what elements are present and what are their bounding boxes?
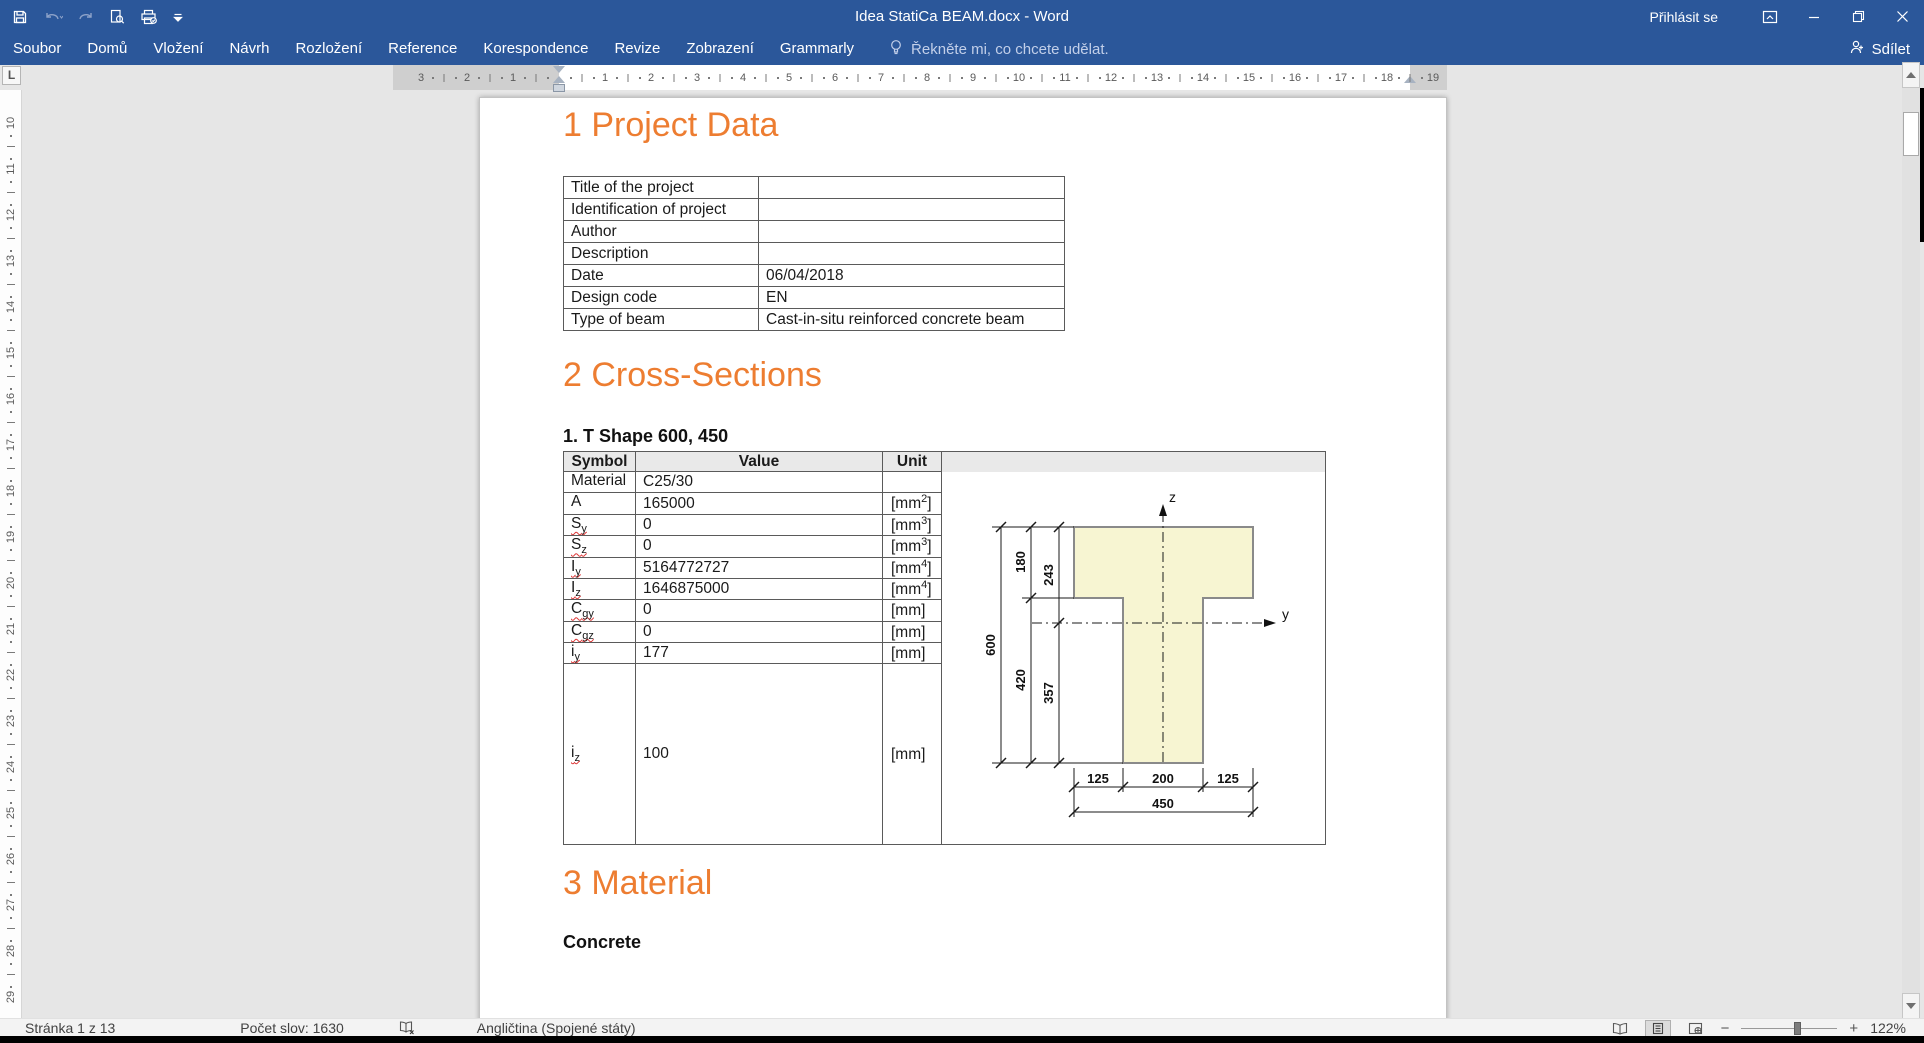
ruler-tick bbox=[1421, 77, 1423, 79]
sign-in-link[interactable]: Přihlásit se bbox=[1649, 8, 1718, 25]
zoom-in-button[interactable]: + bbox=[1849, 1019, 1859, 1037]
cross-section-table bbox=[563, 451, 1326, 845]
tab-reference[interactable]: Reference bbox=[388, 40, 458, 57]
ruler-tick bbox=[812, 74, 813, 82]
unit-cell: $[mm^2]$ bbox=[883, 493, 942, 514]
ruler-tick bbox=[524, 77, 526, 79]
tab-zobrazeni[interactable]: Zobrazení bbox=[686, 40, 754, 57]
word-count-status[interactable]: Počet slov: 1630 bbox=[240, 1019, 344, 1036]
window-title: Idea StatiCa BEAM.docx - Word bbox=[855, 8, 1069, 25]
ruler-tick bbox=[1134, 74, 1135, 82]
dim-450: 450 bbox=[1152, 795, 1174, 811]
unit-cell: [mm] bbox=[883, 664, 942, 844]
cross-section-title: 1. T Shape 600, 450 bbox=[563, 426, 729, 446]
ruler-tick bbox=[961, 77, 963, 79]
ruler-tick bbox=[1214, 77, 1216, 79]
ruler-tick bbox=[10, 457, 12, 459]
ruler-tick bbox=[823, 77, 825, 79]
dim-125-left: 125 bbox=[1087, 770, 1109, 786]
ruler-tick bbox=[10, 273, 12, 275]
ruler-tick bbox=[7, 146, 15, 147]
ruler-tick bbox=[7, 376, 15, 377]
value-cell: 0 bbox=[636, 536, 883, 557]
table-row bbox=[564, 243, 1065, 265]
table-row bbox=[564, 472, 1326, 493]
ruler-tick bbox=[869, 77, 871, 79]
ruler-tick bbox=[570, 77, 572, 79]
ruler-tick bbox=[10, 641, 12, 643]
ruler-tick bbox=[10, 917, 12, 919]
vertical-ruler[interactable] bbox=[0, 90, 22, 1019]
ruler-tick: 25 bbox=[5, 806, 17, 820]
ruler-tick bbox=[7, 606, 15, 607]
ruler-tick bbox=[1364, 74, 1365, 82]
ruler-tick bbox=[10, 365, 12, 367]
zoom-level[interactable]: 122% bbox=[1870, 1020, 1906, 1036]
ruler-tick bbox=[662, 77, 664, 79]
ruler-tick bbox=[1226, 74, 1227, 82]
row-value: EN bbox=[759, 287, 1065, 309]
read-mode-button[interactable] bbox=[1607, 1020, 1633, 1037]
ruler-tick: 14 bbox=[1196, 71, 1210, 84]
ruler-tick bbox=[10, 411, 12, 413]
ruler-tick bbox=[7, 192, 15, 193]
ruler-tick bbox=[7, 836, 15, 837]
tab-stop-selector[interactable]: L bbox=[2, 66, 21, 85]
ruler-tick: 24 bbox=[5, 760, 17, 774]
ruler-tick bbox=[7, 422, 15, 423]
ruler-tick bbox=[754, 77, 756, 79]
ruler-tick bbox=[7, 974, 15, 975]
symbol-cell: $I_z$ bbox=[564, 578, 636, 599]
ruler-tick bbox=[1122, 77, 1124, 79]
unit-cell: $[mm^4]$ bbox=[883, 557, 942, 578]
row-value bbox=[759, 199, 1065, 221]
zoom-slider-thumb[interactable] bbox=[1794, 1022, 1801, 1035]
scroll-down-button[interactable] bbox=[1902, 993, 1920, 1019]
unit-cell: $[mm^3]$ bbox=[883, 536, 942, 557]
up-arrow-icon bbox=[1906, 72, 1916, 78]
symbol-cell: A bbox=[564, 493, 636, 514]
tab-domu[interactable]: Domů bbox=[87, 40, 128, 57]
ruler-tick bbox=[1398, 77, 1400, 79]
tab-navrh[interactable]: Návrh bbox=[229, 40, 270, 57]
ruler-tick bbox=[10, 503, 12, 505]
ruler-tick: 9 bbox=[969, 71, 977, 84]
table-row bbox=[564, 265, 1065, 287]
ruler-tick bbox=[10, 227, 12, 229]
ruler-tick bbox=[1410, 74, 1411, 82]
value-cell: 177 bbox=[636, 643, 883, 664]
col-unit: Unit bbox=[883, 452, 942, 472]
ruler-tick bbox=[1272, 74, 1273, 82]
ruler-tick bbox=[10, 549, 12, 551]
row-label: Design code bbox=[564, 287, 759, 309]
ruler-tick bbox=[7, 652, 15, 653]
ruler-tick: 1 bbox=[509, 71, 517, 84]
value-cell: 165000 bbox=[636, 493, 883, 514]
screen-edge-artifact bbox=[1920, 88, 1924, 242]
ruler-tick bbox=[915, 77, 917, 79]
ruler-tick bbox=[766, 74, 767, 82]
ruler-tick bbox=[1375, 77, 1377, 79]
dim-243: 243 bbox=[1041, 563, 1056, 586]
ruler-tick bbox=[950, 74, 951, 82]
tab-korespondence[interactable]: Korespondence bbox=[483, 40, 589, 57]
ruler-tick: 19 bbox=[5, 530, 17, 544]
ruler-tick: 16 bbox=[1288, 71, 1302, 84]
ruler-tick bbox=[731, 77, 733, 79]
ruler-tick: 2 bbox=[647, 71, 655, 84]
title-bar bbox=[0, 0, 1924, 33]
ruler-tick bbox=[593, 77, 595, 79]
ruler-tick bbox=[1168, 77, 1170, 79]
ruler-tick: 27 bbox=[5, 898, 17, 912]
value-cell: 100 bbox=[636, 664, 883, 844]
dim-357: 357 bbox=[1041, 681, 1056, 704]
scroll-up-button[interactable] bbox=[1902, 62, 1920, 88]
dim-200: 200 bbox=[1152, 770, 1174, 786]
symbol-cell: $S_y$ bbox=[564, 514, 636, 535]
ruler-tick bbox=[432, 77, 434, 79]
ruler-tick: 12 bbox=[1104, 71, 1118, 84]
ruler-tick: 14 bbox=[5, 300, 17, 314]
ruler-tick bbox=[616, 77, 618, 79]
ruler-tick bbox=[7, 560, 15, 561]
table-row bbox=[564, 309, 1065, 331]
ruler-tick bbox=[1076, 77, 1078, 79]
row-label: Identification of project bbox=[564, 199, 759, 221]
ruler-tick: 29 bbox=[5, 990, 17, 1004]
row-label: Type of beam bbox=[564, 309, 759, 331]
person-plus-icon bbox=[1849, 39, 1865, 59]
unit-cell: [mm] bbox=[883, 643, 942, 664]
table-row bbox=[564, 177, 1065, 199]
ruler-tick bbox=[7, 882, 15, 883]
ruler-tick: 16 bbox=[5, 392, 17, 406]
ruler-tick bbox=[1145, 77, 1147, 79]
symbol-cell: $S_z$ bbox=[564, 536, 636, 557]
ruler-tick bbox=[628, 74, 629, 82]
quick-print-icon[interactable] bbox=[140, 9, 158, 25]
ruler-tick bbox=[501, 77, 503, 79]
ruler-tick: 5 bbox=[785, 71, 793, 84]
redo-icon[interactable] bbox=[78, 9, 94, 25]
ribbon-display-options-icon[interactable] bbox=[1748, 0, 1792, 33]
ruler-tick: 4 bbox=[739, 71, 747, 84]
hanging-indent-marker[interactable] bbox=[553, 76, 565, 83]
ruler-tick: 22 bbox=[5, 668, 17, 682]
ruler-tick bbox=[7, 514, 15, 515]
print-preview-icon[interactable] bbox=[109, 9, 125, 25]
tab-soubor[interactable]: Soubor bbox=[13, 40, 62, 57]
ruler-tick bbox=[10, 825, 12, 827]
ruler-tick bbox=[1007, 77, 1009, 79]
ruler-tick bbox=[10, 135, 12, 137]
ruler-tick: 10 bbox=[1012, 71, 1026, 84]
horizontal-ruler[interactable] bbox=[393, 65, 1447, 90]
t-shape-diagram bbox=[942, 472, 1326, 839]
left-indent-marker[interactable] bbox=[553, 84, 565, 92]
axis-z-label: z bbox=[1169, 488, 1176, 505]
ruler-tick bbox=[1306, 77, 1308, 79]
minimize-button[interactable] bbox=[1792, 0, 1836, 33]
restore-button[interactable] bbox=[1836, 0, 1880, 33]
ruler-tick bbox=[7, 468, 15, 469]
ruler-tick bbox=[10, 687, 12, 689]
heading-material: 3 Material bbox=[563, 864, 713, 902]
unit-cell: [mm] bbox=[883, 621, 942, 642]
ruler-tick bbox=[7, 330, 15, 331]
row-value: 06/04/2018 bbox=[759, 265, 1065, 287]
axis-y-label: y bbox=[1282, 605, 1289, 622]
ruler-tick bbox=[1030, 77, 1032, 79]
ribbon-tab-bar bbox=[0, 33, 1924, 65]
ruler-tick: 11 bbox=[5, 163, 17, 175]
value-cell: 0 bbox=[636, 600, 883, 621]
ruler-tick bbox=[10, 319, 12, 321]
ruler-tick: 28 bbox=[5, 944, 17, 958]
zoom-out-button[interactable]: − bbox=[1720, 1019, 1730, 1037]
ruler-tick: 11 bbox=[1059, 71, 1071, 84]
ruler-tick: 18 bbox=[5, 484, 17, 498]
ruler-tick: 18 bbox=[1380, 71, 1394, 84]
ruler-tick: 17 bbox=[1334, 71, 1348, 84]
share-button[interactable] bbox=[1849, 33, 1910, 65]
ruler-tick bbox=[639, 77, 641, 79]
ruler-tick bbox=[708, 77, 710, 79]
ruler-tick: 15 bbox=[1242, 71, 1256, 84]
ruler-tick bbox=[1329, 77, 1331, 79]
ruler-tick: 19 bbox=[1426, 71, 1440, 84]
value-cell: 0 bbox=[636, 621, 883, 642]
page-count-status[interactable]: Stránka 1 z 13 bbox=[25, 1019, 116, 1036]
zoom-slider[interactable] bbox=[1741, 1020, 1837, 1037]
ruler-tick bbox=[938, 77, 940, 79]
tab-revize[interactable]: Revize bbox=[614, 40, 661, 57]
ruler-tick bbox=[1088, 74, 1089, 82]
ruler-tick bbox=[1318, 74, 1319, 82]
first-line-indent-marker[interactable] bbox=[553, 66, 565, 73]
value-cell: 5164772727 bbox=[636, 557, 883, 578]
ruler-tick bbox=[720, 74, 721, 82]
ruler-tick: 17 bbox=[5, 438, 17, 452]
dim-125-right: 125 bbox=[1217, 770, 1239, 786]
ruler-tick: 15 bbox=[5, 346, 17, 360]
ruler-tick: 13 bbox=[5, 254, 17, 268]
ruler-tick: 3 bbox=[417, 71, 425, 84]
row-value bbox=[759, 243, 1065, 265]
unit-cell: [mm] bbox=[883, 600, 942, 621]
down-arrow-icon bbox=[1906, 1003, 1916, 1009]
ruler-tick: 1 bbox=[601, 71, 609, 84]
tab-grammarly[interactable]: Grammarly bbox=[779, 40, 855, 57]
ruler-tick: 13 bbox=[1150, 71, 1164, 84]
share-label: Sdílet bbox=[1871, 40, 1910, 58]
value-cell: 0 bbox=[636, 514, 883, 535]
ruler-tick bbox=[10, 733, 12, 735]
ruler-tick bbox=[1352, 77, 1354, 79]
ruler-tick bbox=[984, 77, 986, 79]
save-icon[interactable] bbox=[12, 9, 28, 25]
symbol-cell: $i_z$ bbox=[564, 664, 636, 844]
symbol-cell: $i_y$ bbox=[564, 643, 636, 664]
row-value bbox=[759, 221, 1065, 243]
ruler-tick bbox=[547, 77, 549, 79]
row-value: Cast-in-situ reinforced concrete beam bbox=[759, 309, 1065, 331]
undo-icon[interactable] bbox=[43, 9, 63, 25]
close-button[interactable] bbox=[1880, 0, 1924, 33]
heading-cross-sections: 2 Cross-Sections bbox=[563, 356, 822, 394]
material-name: Concrete bbox=[563, 932, 642, 952]
heading-project-data: 1 Project Data bbox=[563, 106, 779, 144]
status-bar bbox=[0, 1018, 1924, 1036]
value-cell: 1646875000 bbox=[636, 578, 883, 599]
ruler-tick bbox=[1099, 77, 1101, 79]
ruler-tick bbox=[1237, 77, 1239, 79]
ruler-tick: 10 bbox=[5, 116, 17, 130]
ruler-tick bbox=[1180, 74, 1181, 82]
col-symbol: Symbol bbox=[564, 452, 636, 472]
ruler-tick bbox=[846, 77, 848, 79]
dim-600: 600 bbox=[983, 633, 998, 656]
tell-me-label: Řekněte mi, co chcete udělat. bbox=[911, 40, 1109, 58]
ruler-tick bbox=[444, 74, 445, 82]
ruler-tick bbox=[10, 871, 12, 873]
lightbulb-icon bbox=[889, 39, 903, 59]
ruler-tick bbox=[996, 74, 997, 82]
dim-420: 420 bbox=[1013, 668, 1028, 691]
tab-rozlozeni[interactable]: Rozložení bbox=[295, 40, 363, 57]
unit-cell bbox=[883, 472, 942, 493]
ruler-tick bbox=[7, 790, 15, 791]
customize-qat-icon[interactable] bbox=[173, 9, 183, 25]
project-data-table bbox=[563, 176, 1065, 331]
col-value: Value bbox=[636, 452, 883, 472]
unit-cell: $[mm^4]$ bbox=[883, 578, 942, 599]
ruler-tick: 2 bbox=[463, 71, 471, 84]
ruler-tick bbox=[7, 698, 15, 699]
zoom-slider-track bbox=[1741, 1028, 1837, 1029]
ruler-tick: 8 bbox=[923, 71, 931, 84]
ruler-tick bbox=[1283, 77, 1285, 79]
row-label: Title of the project bbox=[564, 177, 759, 199]
ruler-tick bbox=[455, 77, 457, 79]
table-row bbox=[564, 221, 1065, 243]
ruler-tick bbox=[490, 74, 491, 82]
symbol-cell: $C_{gy}$ bbox=[564, 600, 636, 621]
ruler-tick bbox=[800, 77, 802, 79]
ruler-tick: 23 bbox=[5, 714, 17, 728]
table-row bbox=[564, 199, 1065, 221]
table-header-row bbox=[564, 452, 1326, 472]
ruler-tick bbox=[10, 963, 12, 965]
ruler-tick bbox=[1191, 77, 1193, 79]
tab-vlozeni[interactable]: Vložení bbox=[153, 40, 204, 57]
ruler-tick bbox=[536, 74, 537, 82]
ruler-tick: 26 bbox=[5, 852, 17, 866]
ruler-tick: 6 bbox=[831, 71, 839, 84]
ruler-tick bbox=[685, 77, 687, 79]
ruler-tick bbox=[1260, 77, 1262, 79]
dim-180: 180 bbox=[1013, 550, 1028, 573]
row-label: Description bbox=[564, 243, 759, 265]
symbol-cell: $I_y$ bbox=[564, 557, 636, 578]
ruler-tick: 3 bbox=[693, 71, 701, 84]
row-value bbox=[759, 177, 1065, 199]
ruler-tick bbox=[674, 74, 675, 82]
col-blank bbox=[942, 452, 1326, 472]
ruler-tick bbox=[7, 928, 15, 929]
ruler-tick bbox=[858, 74, 859, 82]
tell-me-box[interactable] bbox=[889, 39, 1109, 59]
value-cell: C25/30 bbox=[636, 472, 883, 493]
cross-section-diagram-cell bbox=[942, 472, 1326, 845]
ruler-tick: 12 bbox=[5, 208, 17, 222]
proofing-status-icon[interactable] bbox=[399, 1020, 415, 1035]
symbol-cell: $C_{gz}$ bbox=[564, 621, 636, 642]
table-row bbox=[564, 287, 1065, 309]
quick-access-toolbar bbox=[12, 0, 183, 33]
ruler-tick: 21 bbox=[5, 622, 17, 636]
row-label: Date bbox=[564, 265, 759, 287]
row-label: Author bbox=[564, 221, 759, 243]
ruler-tick bbox=[582, 74, 583, 82]
ruler-tick bbox=[892, 77, 894, 79]
ruler-tick: 20 bbox=[5, 576, 17, 590]
ruler-tick bbox=[1042, 74, 1043, 82]
scrollbar-thumb[interactable] bbox=[1903, 112, 1919, 156]
unit-cell: $[mm^3]$ bbox=[883, 514, 942, 535]
ruler-tick bbox=[7, 238, 15, 239]
ruler-tick bbox=[904, 74, 905, 82]
screen-bottom-artifact bbox=[0, 1036, 1924, 1043]
print-layout-button[interactable] bbox=[1645, 1020, 1671, 1037]
vertical-scrollbar[interactable] bbox=[1902, 88, 1920, 993]
ruler-tick bbox=[10, 181, 12, 183]
ruler-tick bbox=[478, 77, 480, 79]
ruler-tick: 7 bbox=[877, 71, 885, 84]
ruler-tick bbox=[1053, 77, 1055, 79]
ruler-tick bbox=[10, 595, 12, 597]
ruler-tick bbox=[7, 284, 15, 285]
web-layout-button[interactable] bbox=[1683, 1020, 1709, 1037]
symbol-cell: Material bbox=[564, 472, 636, 493]
ruler-tick bbox=[10, 779, 12, 781]
language-status[interactable]: Angličtina (Spojené státy) bbox=[476, 1019, 636, 1036]
ruler-tick bbox=[7, 744, 15, 745]
ruler-tick bbox=[777, 77, 779, 79]
